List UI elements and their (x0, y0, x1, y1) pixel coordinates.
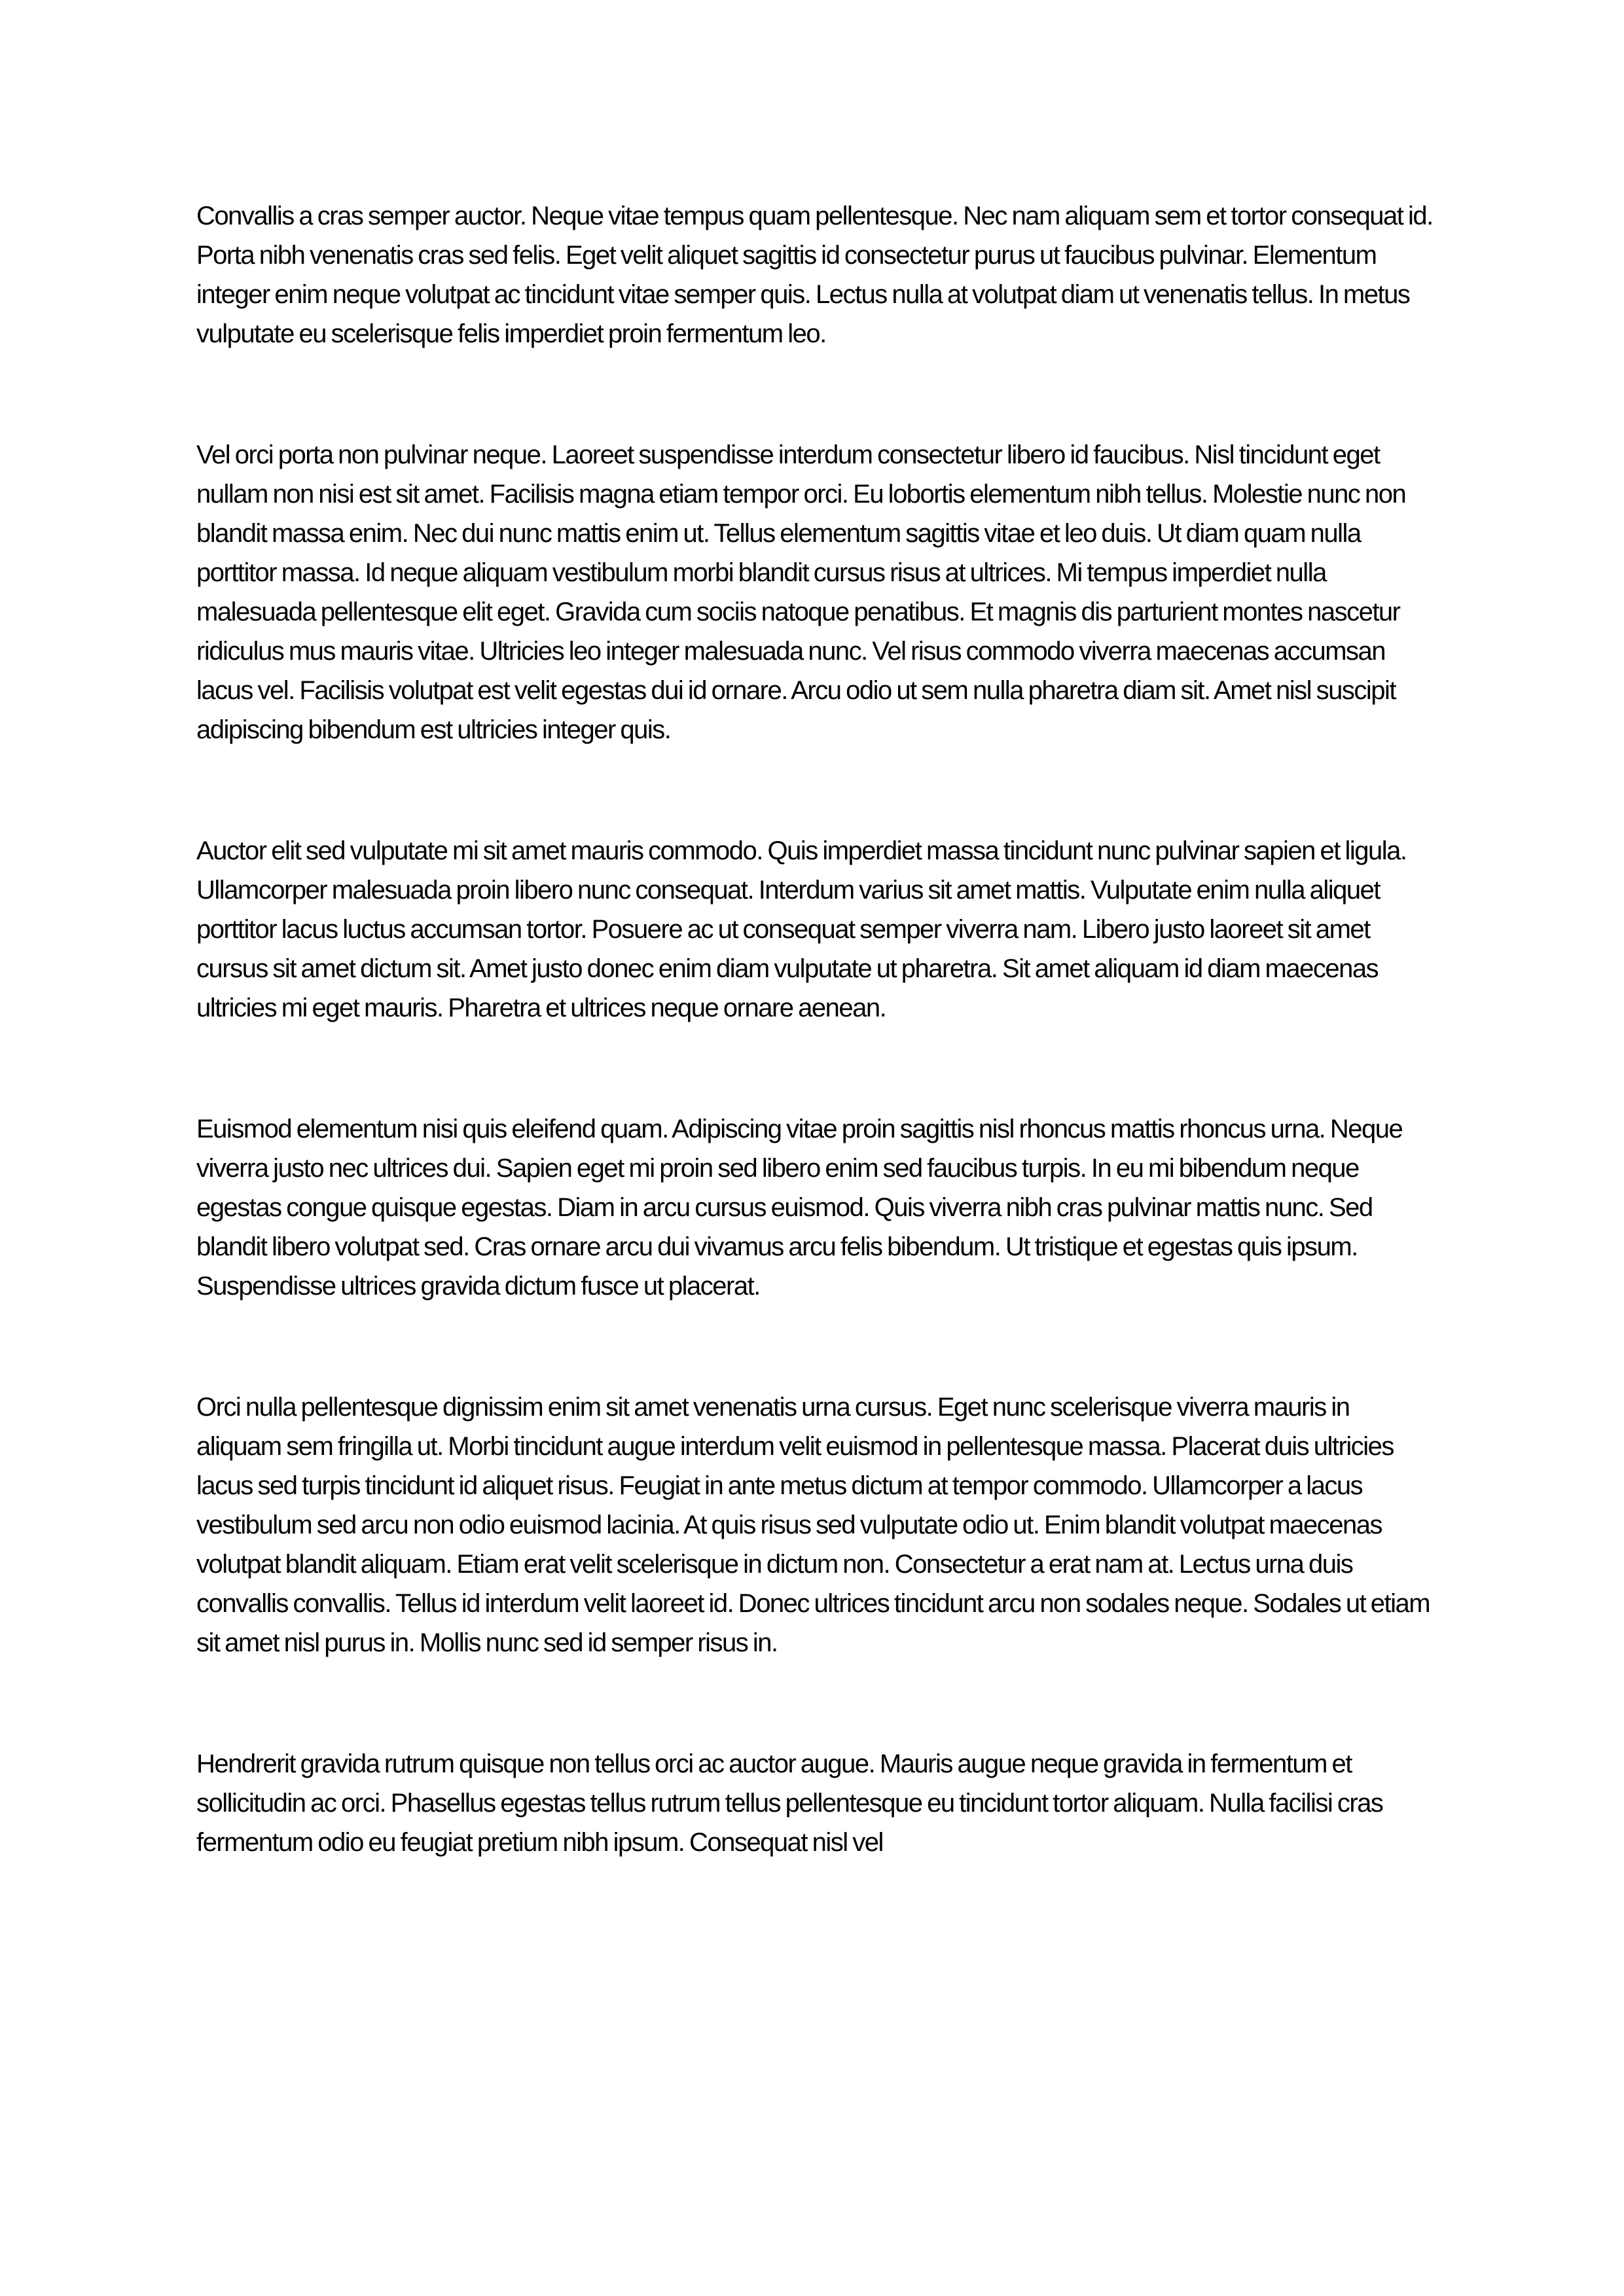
paragraph-3: Auctor elit sed vulputate mi sit amet mauris commodo. Quis imperdiet massa tincidunt nunc pulvinar sapien et ligula. Ullamcorper malesuada proin libero nunc consequat. Interdum varius sit amet mattis. Vulputate enim nulla aliquet porttitor lacus luctus accumsan tortor. Posuere ac ut consequat semper viverra nam. Libero justo laoreet sit amet cursus sit amet dictum sit. Amet justo donec enim diam vulputate ut pharetra. Sit amet aliquam id diam maecenas ultricies mi eget mauris. Pharetra et ultrices neque ornare aenean. (196, 836, 1407, 1022)
paragraph-1: Convallis a cras semper auctor. Neque vitae tempus quam pellentesque. Nec nam aliquam sem et tortor consequat id. Porta nibh venenatis cras sed felis. Eget velit aliquet sagittis id consectetur purus ut faucibus pulvinar. Elementum integer enim neque volutpat ac tincidunt vitae semper quis. Lectus nulla at volutpat diam ut venenatis tellus. In metus vulputate eu scelerisque felis imperdiet proin fermentum leo. (196, 202, 1433, 348)
paragraph-4: Euismod elementum nisi quis eleifend quam. Adipiscing vitae proin sagittis nisl rhoncus mattis rhoncus urna. Neque viverra justo nec ultrices dui. Sapien eget mi proin sed libero enim sed faucibus turpis. In eu mi bibendum neque egestas congue quisque egestas. Diam in arcu cursus euismod. Quis viverra nibh cras pulvinar mattis nunc. Sed blandit libero volutpat sed. Cras ornare arcu dui vivamus arcu felis bibendum. Ut tristique et egestas quis ipsum. Suspendisse ultrices gravida dictum fusce ut placerat. (196, 1115, 1403, 1300)
paragraph-5: Orci nulla pellentesque dignissim enim sit amet venenatis urna cursus. Eget nunc scelerisque viverra mauris in aliquam sem fringilla ut. Morbi tincidunt augue interdum velit euismod in pellentesque massa. Placerat duis ultricies lacus sed turpis tincidunt id aliquet risus. Feugiat in ante metus dictum at tempor commodo. Ullamcorper a lacus vestibulum sed arcu non odio euismod lacinia. At quis risus sed vulputate odio ut. Enim blandit volutpat maecenas volutpat blandit aliquam. Etiam erat velit scelerisque in dictum non. Consectetur a erat nam at. Lectus urna duis convallis convallis. Tellus id interdum velit laoreet id. Donec ultrices tincidunt arcu non sodales neque. Sodales ut etiam sit amet nisl purus in. Mollis nunc sed id semper risus in. (196, 1393, 1430, 1657)
paragraph-2: Vel orci porta non pulvinar neque. Laoreet suspendisse interdum consectetur libero id faucibus. Nisl tincidunt eget nullam non nisi est sit amet. Facilisis magna etiam tempor orci. Eu lobortis elementum nibh tellus. Molestie nunc non blandit massa enim. Nec dui nunc mattis enim ut. Tellus elementum sagittis vitae et leo duis. Ut diam quam nulla porttitor massa. Id neque aliquam vestibulum morbi blandit cursus risus at ultrices. Mi tempus imperdiet nulla malesuada pellentesque elit eget. Gravida cum sociis natoque penatibus. Et magnis dis parturient montes nascetur ridiculus mus mauris vitae. Ultricies leo integer malesuada nunc. Vel risus commodo viverra maecenas accumsan lacus vel. Facilisis volutpat est velit egestas dui id ornare. Arcu odio ut sem nulla pharetra diam sit. Amet nisl suscipit adipiscing bibendum est ultricies integer quis. (196, 440, 1406, 744)
paragraph-6: Hendrerit gravida rutrum quisque non tellus orci ac auctor augue. Mauris augue neque gravida in fermentum et sollicitudin ac orci. Phasellus egestas tellus rutrum tellus pellentesque eu tincidunt tortor aliquam. Nulla facilisi cras fermentum odio eu feugiat pretium nibh ipsum. Consequat nisl vel (196, 1749, 1383, 1857)
